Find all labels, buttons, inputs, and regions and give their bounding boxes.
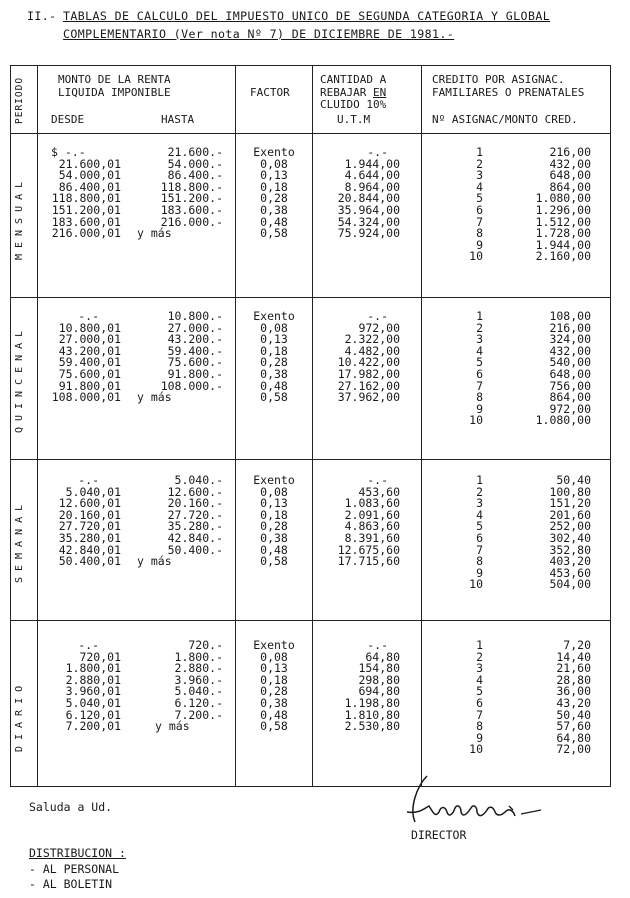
asig-cell: 4 (476, 507, 483, 522)
factor-cell: Exento (253, 309, 295, 323)
desde-cell: 20.160,01 (58, 507, 121, 522)
factor-cell: 0,28 (260, 355, 288, 370)
factor-cell: 0,28 (260, 191, 288, 206)
factor-cell: 0,38 (260, 202, 288, 217)
desde-cell: 3.960,01 (65, 684, 121, 699)
asig-cell: 7 (476, 378, 483, 393)
periodo-mensual: MENSUAL (14, 175, 25, 261)
hasta-cell: 118.800.- (160, 179, 223, 194)
monto-cell: 201,60 (549, 507, 591, 522)
hasta-cell: y más (137, 226, 172, 241)
desde-column (41, 640, 121, 733)
hasta-cell: 91.800.- (167, 366, 223, 381)
hasta-cell: 27.000.- (167, 320, 223, 335)
monto-cell: 216,00 (549, 320, 591, 335)
monto-cell: 648,00 (549, 366, 591, 381)
header-cantidad-1: CANTIDAD A (320, 73, 387, 86)
factor-cell: 0,18 (260, 672, 288, 687)
hasta-cell: y más (137, 390, 172, 405)
rebajar-cell: -.- (367, 473, 388, 487)
factor-cell: 0,48 (260, 378, 288, 393)
factor-cell: Exento (253, 473, 295, 487)
monto-cell: 1.296,00 (535, 202, 591, 217)
monto-cell: 64,80 (556, 730, 591, 745)
hasta-column (131, 311, 223, 404)
monto-cell: 1.944,00 (535, 237, 591, 252)
asig-cell: 10 (469, 742, 483, 757)
asig-cell: 4 (476, 672, 483, 687)
factor-cell: 0,08 (260, 320, 288, 335)
monto-cell: 36,00 (556, 684, 591, 699)
rebajar-cell: 10.422,00 (337, 355, 400, 370)
asig-cell: 6 (476, 366, 483, 381)
rebajar-cell: 694,80 (358, 684, 400, 699)
desde-cell: 54.000,01 (58, 168, 121, 183)
factor-cell: Exento (253, 145, 295, 159)
col-divider (312, 66, 313, 786)
header-hasta: HASTA (161, 113, 195, 126)
header-factor: FACTOR (250, 86, 290, 99)
monto-column (511, 311, 591, 427)
asig-cell: 3 (476, 332, 483, 347)
asig-cell: 6 (476, 695, 483, 710)
monto-cell: 1.080,00 (535, 191, 591, 206)
hasta-cell: 86.400.- (167, 168, 223, 183)
rebajar-cell: 972,00 (358, 320, 400, 335)
header-divider (11, 133, 610, 134)
desde-cell: -.- (78, 309, 99, 323)
factor-cell: 0,58 (260, 554, 288, 569)
rebajar-cell: 1.198,80 (344, 695, 400, 710)
asig-cell: 3 (476, 496, 483, 511)
title-prefix: II.- (27, 9, 57, 23)
monto-column (511, 640, 591, 756)
monto-cell: 50,40 (556, 473, 591, 487)
header-desde: DESDE (51, 113, 85, 126)
header-cantidad-4: U.T.M (337, 113, 371, 126)
monto-cell: 540,00 (549, 355, 591, 370)
monto-cell: 72,00 (556, 742, 591, 757)
rebajar-cell: 453,60 (358, 484, 400, 499)
monto-cell: 216,00 (549, 145, 591, 159)
rebajar-cell: 17.982,00 (337, 366, 400, 381)
asig-cell: 4 (476, 179, 483, 194)
asig-cell: 5 (476, 684, 483, 699)
hasta-cell: 151.200.- (160, 191, 223, 206)
hasta-cell: y más (155, 719, 190, 734)
hasta-cell: 5.040.- (174, 473, 223, 487)
monto-cell: 972,00 (549, 401, 591, 416)
rebajar-cell: 54.324,00 (337, 214, 400, 229)
hasta-cell: 42.840.- (167, 530, 223, 545)
factor-cell: 0,08 (260, 156, 288, 171)
rebajar-cell: 17.715,60 (337, 554, 400, 569)
rebajar-cell: 154,80 (358, 661, 400, 676)
desde-cell: 27.720,01 (58, 519, 121, 534)
rebajar-cell: 27.162,00 (337, 378, 400, 393)
hasta-cell: 43.200.- (167, 332, 223, 347)
hasta-cell: 12.600.- (167, 484, 223, 499)
header-cantidad-3: CLUIDO 10% (320, 98, 387, 111)
asig-cell: 9 (476, 401, 483, 416)
asig-cell: 8 (476, 554, 483, 569)
monto-cell: 352,80 (549, 542, 591, 557)
title-line-2: COMPLEMENTARIO (Ver nota Nº 7) DE DICIEMBRE DE 1981.- (63, 27, 455, 41)
monto-column (511, 147, 591, 263)
hasta-cell: 10.800.- (167, 309, 223, 323)
hasta-cell: 216.000.- (160, 214, 223, 229)
desde-column (41, 147, 121, 240)
rebajar-cell: 8.391,60 (344, 530, 400, 545)
rebajar-column (316, 147, 400, 240)
monto-cell: 57,60 (556, 719, 591, 734)
factor-cell: 0,58 (260, 390, 288, 405)
factor-cell: Exento (253, 638, 295, 652)
desde-cell: 6.120,01 (65, 707, 121, 722)
factor-column (239, 640, 309, 733)
desde-cell: 59.400,01 (58, 355, 121, 370)
desde-column (41, 475, 121, 568)
asig-cell: 6 (476, 202, 483, 217)
asig-cell: 2 (476, 649, 483, 664)
periodo-quincenal: QUINCENAL (14, 324, 25, 434)
desde-cell: 86.400,01 (58, 179, 121, 194)
monto-cell: 100,80 (549, 484, 591, 499)
asig-cell: 2 (476, 320, 483, 335)
asig-cell: 7 (476, 707, 483, 722)
asig-column (463, 475, 483, 591)
desde-cell: 108.000,01 (51, 390, 121, 405)
desde-cell: 5.040,01 (65, 484, 121, 499)
factor-column (239, 147, 309, 240)
factor-cell: 0,18 (260, 343, 288, 358)
monto-cell: 504,00 (549, 577, 591, 592)
asig-cell: 10 (469, 577, 483, 592)
distribucion-item-personal: - AL PERSONAL (29, 862, 120, 876)
hasta-cell: 183.600.- (160, 202, 223, 217)
rebajar-column (316, 640, 400, 733)
asig-cell: 4 (476, 343, 483, 358)
rebajar-cell: 298,80 (358, 672, 400, 687)
header-monto-2: LIQUIDA IMPONIBLE (58, 86, 171, 99)
desde-cell: 50.400,01 (58, 554, 121, 569)
hasta-cell: 59.400.- (167, 343, 223, 358)
section-divider (11, 459, 610, 460)
col-divider (235, 66, 236, 786)
rebajar-column (316, 311, 400, 404)
section-divider (11, 297, 610, 298)
section-divider (11, 620, 610, 621)
monto-cell: 50,40 (556, 707, 591, 722)
monto-cell: 14,40 (556, 649, 591, 664)
rebajar-cell: -.- (367, 145, 388, 159)
monto-cell: 302,40 (549, 530, 591, 545)
rebajar-column (316, 475, 400, 568)
desde-cell: 183.600,01 (51, 214, 121, 229)
desde-cell: 5.040,01 (65, 695, 121, 710)
monto-cell: 1.080,00 (535, 413, 591, 428)
desde-cell: 12.600,01 (58, 496, 121, 511)
desde-cell: 91.800,01 (58, 378, 121, 393)
asig-cell: 9 (476, 730, 483, 745)
hasta-column (131, 640, 223, 733)
asig-cell: 5 (476, 355, 483, 370)
asig-cell: 7 (476, 542, 483, 557)
asig-column (463, 147, 483, 263)
distribucion-heading: DISTRIBUCION : (29, 846, 126, 860)
asig-cell: 1 (476, 309, 483, 323)
asig-cell: 1 (476, 473, 483, 487)
monto-cell: 43,20 (556, 695, 591, 710)
rebajar-cell: 4.863,60 (344, 519, 400, 534)
factor-cell: 0,13 (260, 496, 288, 511)
signature-icon (395, 772, 555, 834)
factor-cell: 0,08 (260, 484, 288, 499)
factor-cell: 0,28 (260, 684, 288, 699)
desde-cell: 42.840,01 (58, 542, 121, 557)
desde-cell: 720,01 (79, 649, 121, 664)
col-divider (37, 66, 38, 786)
rebajar-cell: 2.530,80 (344, 719, 400, 734)
director-label: DIRECTOR (411, 828, 467, 842)
factor-cell: 0,38 (260, 695, 288, 710)
monto-cell: 453,60 (549, 565, 591, 580)
factor-cell: 0,18 (260, 507, 288, 522)
hasta-cell: 54.000.- (167, 156, 223, 171)
hasta-cell: 720.- (188, 638, 223, 652)
header-credito-1: CREDITO POR ASIGNAC. (432, 73, 565, 86)
asig-cell: 1 (476, 638, 483, 652)
desde-cell: 216.000,01 (51, 226, 121, 241)
factor-cell: 0,38 (260, 530, 288, 545)
monto-cell: 432,00 (549, 156, 591, 171)
desde-cell: 10.800,01 (58, 320, 121, 335)
factor-cell: 0,48 (260, 707, 288, 722)
asig-cell: 3 (476, 661, 483, 676)
desde-cell: 75.600,01 (58, 366, 121, 381)
periodo-semanal: SEMANAL (14, 498, 25, 584)
hasta-cell: 5.040.- (174, 684, 223, 699)
monto-cell: 324,00 (549, 332, 591, 347)
hasta-cell: 1.800.- (174, 649, 223, 664)
factor-cell: 0,48 (260, 214, 288, 229)
header-cantidad-2b: EN (372, 86, 387, 99)
monto-cell: 756,00 (549, 378, 591, 393)
asig-cell: 9 (476, 237, 483, 252)
desde-cell: 1.800,01 (65, 661, 121, 676)
rebajar-cell: -.- (367, 309, 388, 323)
asig-cell: 8 (476, 390, 483, 405)
rebajar-cell: 8.964,00 (344, 179, 400, 194)
rebajar-cell: -.- (367, 638, 388, 652)
monto-cell: 648,00 (549, 168, 591, 183)
rebajar-cell: 1.810,80 (344, 707, 400, 722)
rebajar-cell: 20.844,00 (337, 191, 400, 206)
asig-column (463, 311, 483, 427)
asig-cell: 2 (476, 484, 483, 499)
desde-cell: $ -.- (51, 145, 86, 159)
rebajar-cell: 64,80 (365, 649, 400, 664)
monto-cell: 864,00 (549, 390, 591, 405)
saluda-text: Saluda a Ud. (29, 800, 113, 814)
rebajar-cell: 35.964,00 (337, 202, 400, 217)
hasta-cell: 35.280.- (167, 519, 223, 534)
asig-cell: 5 (476, 519, 483, 534)
asig-cell: 5 (476, 191, 483, 206)
desde-column (41, 311, 121, 404)
desde-cell: 118.800,01 (51, 191, 121, 206)
monto-cell: 252,00 (549, 519, 591, 534)
factor-cell: 0,48 (260, 542, 288, 557)
asig-cell: 7 (476, 214, 483, 229)
asig-cell: 9 (476, 565, 483, 580)
rebajar-cell: 2.322,00 (344, 332, 400, 347)
rebajar-cell: 1.944,00 (344, 156, 400, 171)
col-divider (421, 66, 422, 786)
desde-cell: -.- (78, 638, 99, 652)
monto-cell: 2.160,00 (535, 249, 591, 264)
asig-cell: 10 (469, 249, 483, 264)
desde-cell: 35.280,01 (58, 530, 121, 545)
factor-cell: 0,18 (260, 179, 288, 194)
desde-cell: 21.600,01 (58, 156, 121, 171)
hasta-cell: 3.960.- (174, 672, 223, 687)
hasta-cell: 108.000.- (160, 378, 223, 393)
asig-cell: 6 (476, 530, 483, 545)
factor-cell: 0,28 (260, 519, 288, 534)
monto-cell: 864,00 (549, 179, 591, 194)
distribucion-item-boletin: - AL BOLETIN (29, 877, 113, 891)
desde-cell: 27.000,01 (58, 332, 121, 347)
asig-cell: 8 (476, 719, 483, 734)
asig-column (463, 640, 483, 756)
factor-cell: 0,58 (260, 719, 288, 734)
header-credito-3: Nº ASIGNAC/MONTO CRED. (432, 113, 578, 126)
monto-cell: 1.728,00 (535, 226, 591, 241)
rebajar-cell: 75.924,00 (337, 226, 400, 241)
factor-cell: 0,08 (260, 649, 288, 664)
rebajar-cell: 4.644,00 (344, 168, 400, 183)
hasta-cell: 7.200.- (174, 707, 223, 722)
monto-cell: 432,00 (549, 343, 591, 358)
factor-cell: 0,13 (260, 168, 288, 183)
desde-cell: 43.200,01 (58, 343, 121, 358)
desde-cell: -.- (78, 473, 99, 487)
desde-cell: 2.880,01 (65, 672, 121, 687)
monto-cell: 28,80 (556, 672, 591, 687)
rebajar-cell: 4.482,00 (344, 343, 400, 358)
factor-cell: 0,13 (260, 661, 288, 676)
hasta-column (131, 475, 223, 568)
monto-cell: 151,20 (549, 496, 591, 511)
hasta-column (131, 147, 223, 240)
desde-cell: 151.200,01 (51, 202, 121, 217)
factor-cell: 0,13 (260, 332, 288, 347)
monto-cell: 21,60 (556, 661, 591, 676)
monto-cell: 403,20 (549, 554, 591, 569)
factor-column (239, 311, 309, 404)
asig-cell: 8 (476, 226, 483, 241)
tax-table (10, 65, 611, 787)
hasta-cell: 75.600.- (167, 355, 223, 370)
hasta-cell: y más (137, 554, 172, 569)
rebajar-cell: 1.083,60 (344, 496, 400, 511)
monto-cell: 108,00 (549, 309, 591, 323)
header-monto-1: MONTO DE LA RENTA (58, 73, 171, 86)
asig-cell: 2 (476, 156, 483, 171)
monto-cell: 1.512,00 (535, 214, 591, 229)
hasta-cell: 2.880.- (174, 661, 223, 676)
factor-cell: 0,38 (260, 366, 288, 381)
hasta-cell: 20.160.- (167, 496, 223, 511)
desde-cell: 7.200,01 (65, 719, 121, 734)
hasta-cell: 50.400.- (167, 542, 223, 557)
monto-column (511, 475, 591, 591)
header-credito-2: FAMILIARES O PRENATALES (432, 86, 585, 99)
periodo-diario: DIARIO (14, 679, 25, 753)
asig-cell: 10 (469, 413, 483, 428)
rebajar-cell: 37.962,00 (337, 390, 400, 405)
monto-cell: 7,20 (563, 638, 591, 652)
rebajar-cell: 12.675,60 (337, 542, 400, 557)
asig-cell: 3 (476, 168, 483, 183)
header-cantidad-2a: REBAJAR (320, 86, 367, 99)
hasta-cell: 6.120.- (174, 695, 223, 710)
hasta-cell: 21.600.- (167, 145, 223, 159)
factor-column (239, 475, 309, 568)
header-periodo: PERIODO (14, 76, 25, 124)
factor-cell: 0,58 (260, 226, 288, 241)
rebajar-cell: 2.091,60 (344, 507, 400, 522)
hasta-cell: 27.720.- (167, 507, 223, 522)
title-line-1: TABLAS DE CALCULO DEL IMPUESTO UNICO DE SEGUNDA CATEGORIA Y GLOBAL (63, 9, 551, 23)
asig-cell: 1 (476, 145, 483, 159)
